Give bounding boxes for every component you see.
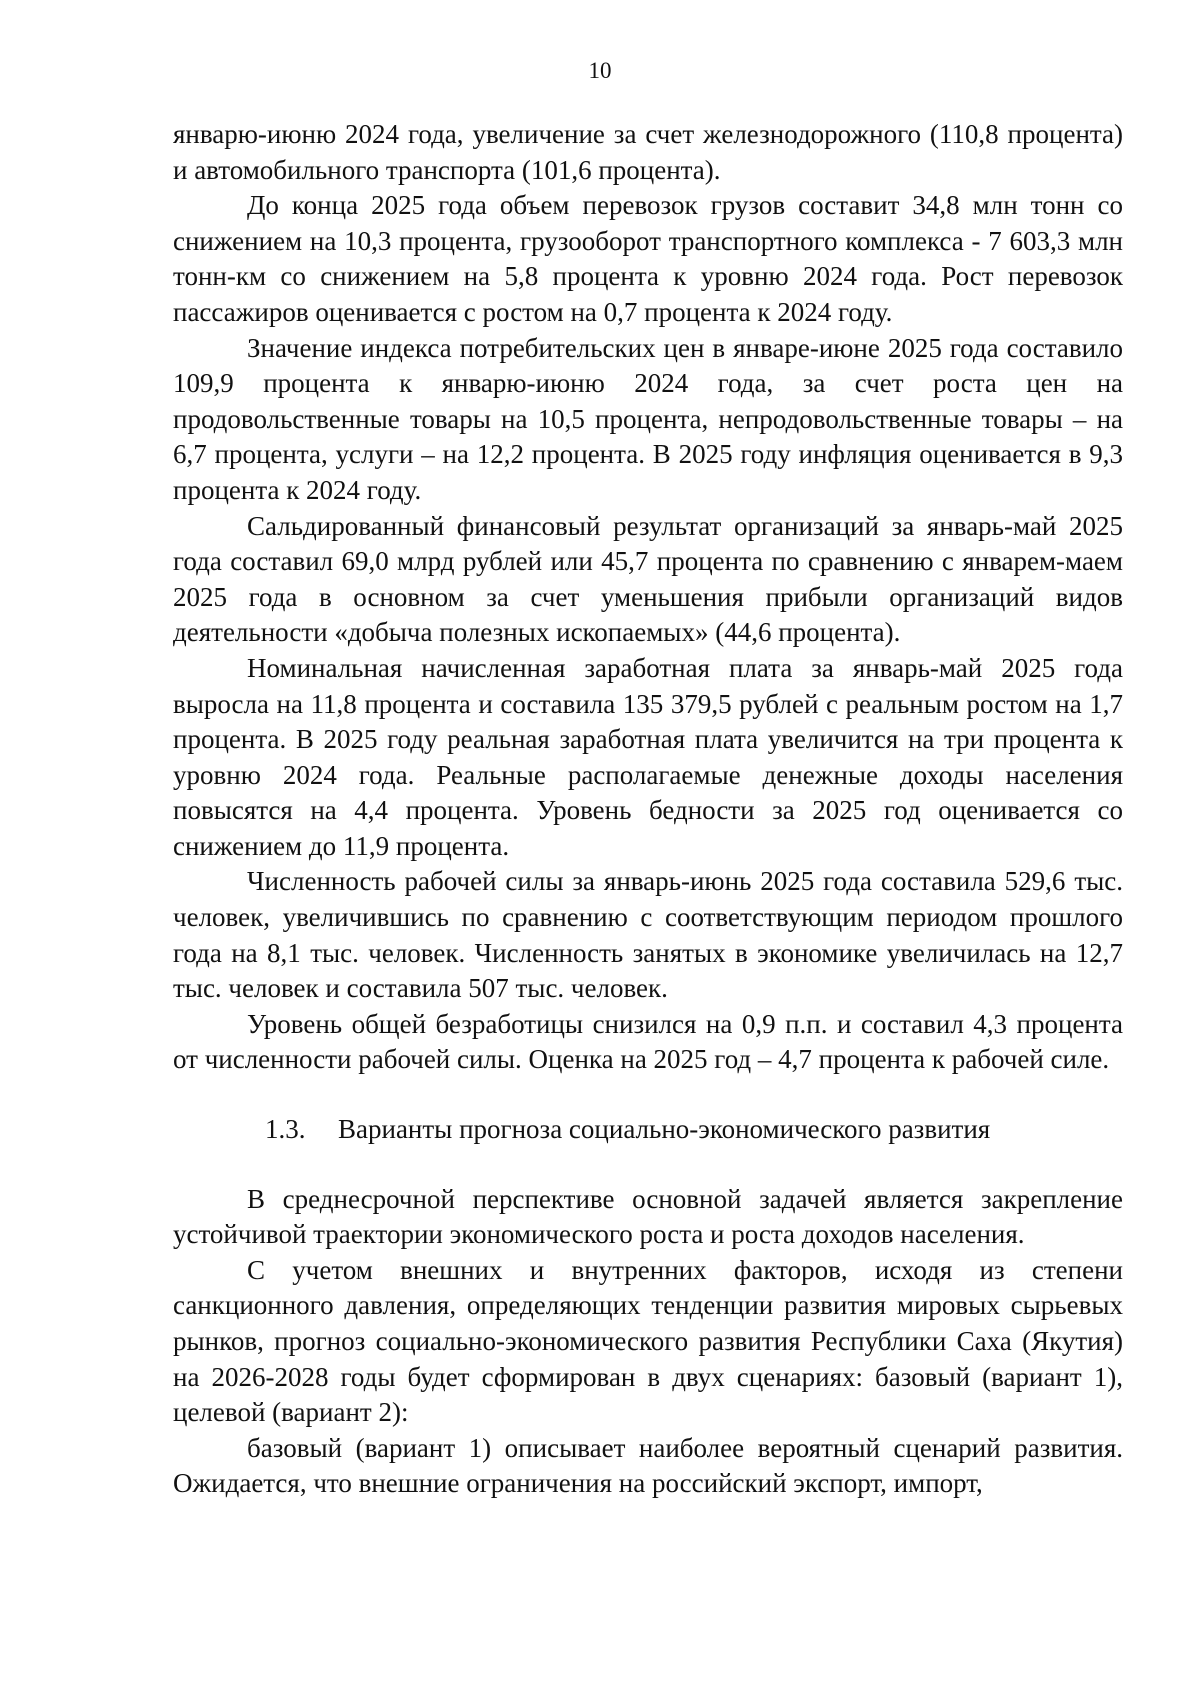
paragraph: В среднесрочной перспективе основной задачей является закрепление устойчивой траектории экономического роста и роста доходов населения. xyxy=(173,1183,1123,1250)
section-number: 1.3. xyxy=(265,1114,306,1145)
paragraph: базовый (вариант 1) описывает наиболее вероятный сценарий развития. Ожидается, что внешние ограничения на российский экспорт, импорт, xyxy=(173,1432,1123,1499)
paragraph: Сальдированный финансовый результат организаций за январь-май 2025 года составил 69,0 млрд рублей или 45,7 процента по сравнению с январем-маем 2025 года в основном за счет уменьшения прибыли организаций видов деятельности «добыча полезных ископаемых» (44,6 процента). xyxy=(173,510,1123,648)
paragraph: Номинальная начисленная заработная плата за январь-май 2025 года выросла на 11,8 процента и составила 135 379,5 рублей с реальным ростом на 1,7 процента. В 2025 году реальная заработная плата увеличится на три процента к уровню 2024 года. Реальные располагаемые денежные доходы населения повысятся на 4,4 процента. Уровень бедности за 2025 год оценивается со снижением до 11,9 процента. xyxy=(173,652,1123,861)
paragraph: Значение индекса потребительских цен в январе-июне 2025 года составило 109,9 процента к январю-июню 2024 года, за счет роста цен на продовольственные товары на 10,5 процента, непродовольственные товары – на 6,7 процента, услуги – на 12,2 процента. В 2025 году инфляция оценивается в 9,3 процента к 2024 году. xyxy=(173,332,1123,505)
section-title: Варианты прогноза социально-экономического развития xyxy=(338,1114,991,1145)
document-body xyxy=(173,117,1123,1502)
section-heading xyxy=(173,1112,1123,1148)
paragraph: Уровень общей безработицы снизился на 0,9 п.п. и составил 4,3 процента от численности рабочей силы. Оценка на 2025 год – 4,7 процента к рабочей силе. xyxy=(173,1008,1123,1075)
paragraph: До конца 2025 года объем перевозок грузов составит 34,8 млн тонн со снижением на 10,3 процента, грузооборот транспортного комплекса - 7 603,3 млн тонн-км со снижением на 5,8 процента к уровню 2024 года. Рост перевозок пассажиров оценивается с ростом на 0,7 процента к 2024 году. xyxy=(173,190,1123,327)
paragraph: Численность рабочей силы за январь-июнь 2025 года составила 529,6 тыс. человек, увеличившись по сравнению с соответствующим периодом прошлого года на 8,1 тыс. человек. Численность занятых в экономике увеличилась на 12,7 тыс. человек и составила 507 тыс. человек. xyxy=(173,866,1123,1004)
page-number: 10 xyxy=(588,58,612,83)
paragraph: январю-июню 2024 года, увеличение за счет железнодорожного (110,8 процента) и автомобильного транспорта (101,6 процента). xyxy=(173,119,1123,185)
paragraph: С учетом внешних и внутренних факторов, исходя из степени санкционного давления, определяющих тенденции развития мировых сырьевых рынков, прогноз социально-экономического развития Республики Саха (Якутия) на 2026-2028 годы будет сформирован в двух сценариях: базовый (вариант 1), целевой (вариант 2): xyxy=(173,1254,1123,1428)
